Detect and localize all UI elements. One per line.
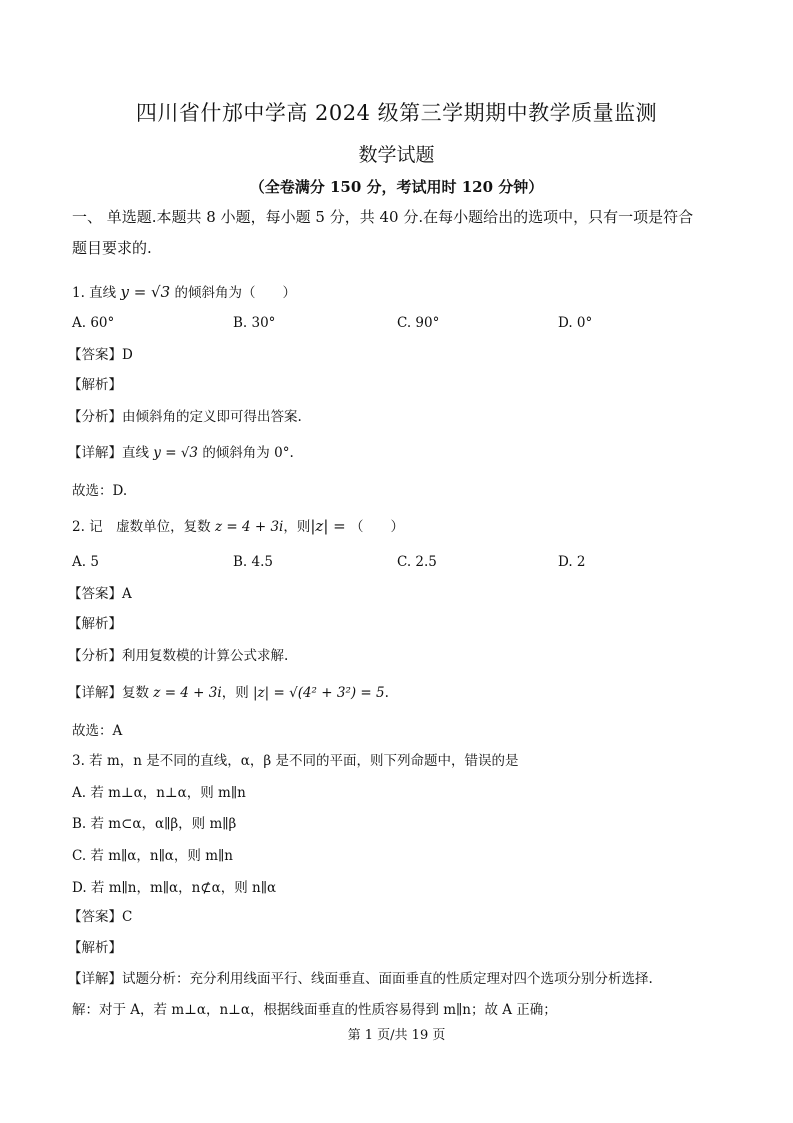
q2-detail-text: 【详解】复数	[68, 685, 149, 701]
q2-detail-formula: z = 4 + 3i	[153, 685, 222, 701]
q1-detail	[68, 444, 294, 462]
q3-analysis-label: 【解析】	[68, 940, 122, 956]
q3-answer: 【答案】C	[68, 909, 133, 925]
q2-analysis-label: 【解析】	[68, 616, 122, 632]
q1-detail-text: 【详解】直线	[68, 445, 149, 461]
q2-choose: 故选：A	[72, 723, 123, 739]
section-heading-line2: 题目要求的.	[72, 239, 152, 257]
q3-option-a: A. 若 m⊥α，n⊥α，则 m∥n	[72, 785, 246, 801]
q1-choose: 故选：D.	[72, 483, 128, 499]
q2-stem	[72, 517, 404, 536]
q1-detail-formula: y = √3	[153, 445, 199, 461]
q2-detail-text-b: ，则	[221, 685, 249, 701]
exam-note: （全卷满分 150 分，考试用时 120 分钟）	[249, 178, 544, 196]
q1-stem-text-b: 的倾斜角为（ ）	[174, 285, 296, 301]
exam-title: 四川省什邡中学高 2024 级第三学期期中教学质量监测	[135, 101, 658, 125]
q2-stem-text-b: ，则	[283, 519, 311, 535]
q2-formula: z = 4 + 3i	[214, 519, 284, 535]
q1-stem-text: 1. 直线	[72, 285, 117, 301]
q1-option-b: B. 30°	[233, 315, 276, 331]
q1-option-c: C. 90°	[397, 315, 440, 331]
q2-stem-text-c: （ ）	[350, 519, 405, 535]
q1-answer: 【答案】D	[68, 347, 133, 363]
q1-option-a: A. 60°	[72, 315, 115, 331]
q3-stem: 3. 若 m，n 是不同的直线，α，β 是不同的平面，则下列命题中，错误的是	[72, 753, 519, 769]
q2-option-b: B. 4.5	[233, 554, 273, 570]
q3-solution: 解：对于 A，若 m⊥α，n⊥α，根据线面垂直的性质容易得到 m∥n；故 A 正确；	[72, 1002, 557, 1018]
q2-option-d: D. 2	[558, 554, 586, 570]
q2-detail-text-c: .	[384, 685, 389, 701]
q2-fenxi: 【分析】利用复数模的计算公式求解.	[68, 648, 289, 664]
q1-detail-text-b: 的倾斜角为 0°.	[202, 445, 294, 461]
q2-option-a: A. 5	[72, 554, 99, 570]
q2-stem-text: 2. 记 虚数单位，复数	[72, 519, 211, 535]
page-footer: 第 1 页/共 19 页	[347, 1028, 446, 1043]
q1-formula: y = √3	[120, 283, 171, 301]
q2-detail-formula-modulus: |z| = √(4² + 3²) = 5	[253, 685, 385, 701]
exam-subtitle: 数学试题	[358, 144, 435, 166]
q2-detail	[68, 684, 389, 702]
q2-formula-modulus: |z| =	[310, 517, 346, 535]
q1-stem	[72, 283, 296, 302]
q1-fenxi: 【分析】由倾斜角的定义即可得出答案.	[68, 409, 302, 425]
q3-detail: 【详解】试题分析：充分利用线面平行、线面垂直、面面垂直的性质定理对四个选项分别分析选择.	[68, 971, 653, 987]
q3-option-c: C. 若 m∥α，n∥α，则 m∥n	[72, 848, 233, 864]
q3-option-d: D. 若 m∥n，m∥α，n⊄α，则 n∥α	[72, 880, 277, 896]
q1-option-d: D. 0°	[558, 315, 593, 331]
q3-option-b: B. 若 m⊂α，α∥β，则 m∥β	[72, 816, 237, 832]
q2-answer: 【答案】A	[68, 586, 132, 602]
q1-analysis-label: 【解析】	[68, 377, 122, 393]
q2-option-c: C. 2.5	[397, 554, 437, 570]
section-heading-line1: 一、 单选题.本题共 8 小题，每小题 5 分，共 40 分.在每小题给出的选项中，只有一项是符合	[72, 208, 694, 226]
